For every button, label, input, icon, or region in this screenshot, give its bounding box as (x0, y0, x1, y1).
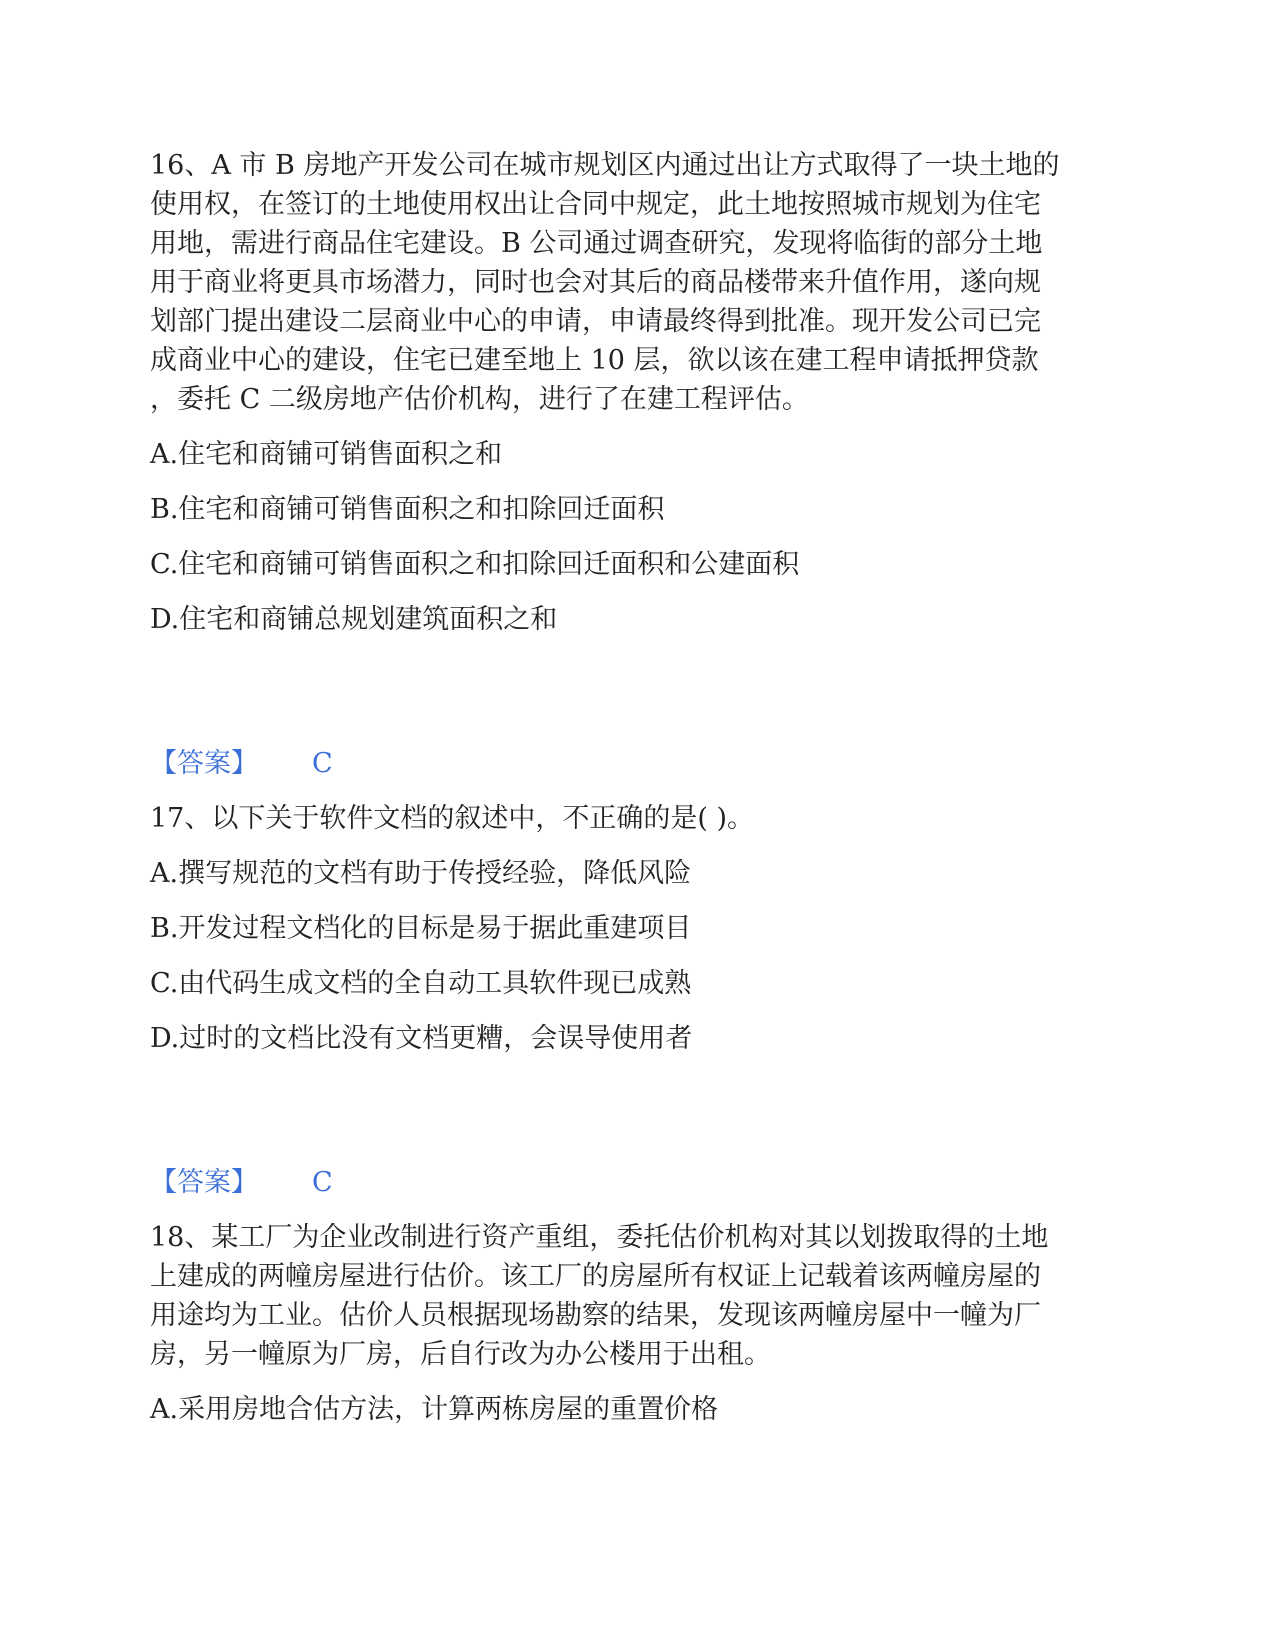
q18-stem-line: 上建成的两幢房屋进行估价。该工厂的房屋所有权证上记载着该两幢房屋的 (150, 1261, 1041, 1292)
q16-stem-line: 16、A 市 B 房地产开发公司在城市规划区内通过出让方式取得了一块土地的 (150, 150, 1060, 181)
q17-answer (150, 1163, 333, 1203)
q16-option-d: D.住宅和商铺总规划建筑面积之和 (150, 604, 558, 635)
q16-stem-line: 用地，需进行商品住宅建设。B 公司通过调查研究，发现将临街的部分土地 (150, 228, 1043, 259)
q18-option-a: A.采用房地合估方法，计算两栋房屋的重置价格 (150, 1394, 719, 1425)
q16-stem-line: 用于商业将更具市场潜力，同时也会对其后的商品楼带来升值作用，遂向规 (150, 267, 1041, 298)
q17-answer-value: C (312, 1167, 333, 1198)
q16-stem-line: 成商业中心的建设，住宅已建至地上 10 层，欲以该在建工程申请抵押贷款 (150, 345, 1039, 376)
q16-option-b: B.住宅和商铺可销售面积之和扣除回迁面积 (150, 494, 665, 525)
q16-stem-line: ，委托 C 二级房地产估价机构，进行了在建工程评估。 (150, 384, 809, 415)
q17-option-a: A.撰写规范的文档有助于传授经验，降低风险 (150, 858, 692, 889)
q17-option-d: D.过时的文档比没有文档更糟，会误导使用者 (150, 1023, 693, 1054)
q16-option-a: A.住宅和商铺可销售面积之和 (150, 439, 503, 470)
q18-stem-line: 房，另一幢原为厂房，后自行改为办公楼用于出租。 (150, 1339, 771, 1370)
q18-stem-line: 用途均为工业。估价人员根据现场勘察的结果，发现该两幢房屋中一幢为厂 (150, 1300, 1041, 1331)
q17-option-c: C.由代码生成文档的全自动工具软件现已成熟 (150, 968, 692, 999)
q16-option-c: C.住宅和商铺可销售面积之和扣除回迁面积和公建面积 (150, 549, 800, 580)
q16-answer-label: 【答案】 (150, 748, 258, 779)
q16-stem-line: 使用权，在签订的土地使用权出让合同中规定，此土地按照城市规划为住宅 (150, 189, 1041, 220)
q17-option-b: B.开发过程文档化的目标是易于据此重建项目 (150, 913, 692, 944)
q16-answer (150, 744, 333, 784)
q16-answer-value: C (312, 748, 333, 779)
q17-answer-label: 【答案】 (150, 1167, 258, 1198)
q16-stem-line: 划部门提出建设二层商业中心的申请，申请最终得到批准。现开发公司已完 (150, 306, 1041, 337)
q18-stem-line: 18、某工厂为企业改制进行资产重组，委托估价机构对其以划拨取得的土地 (150, 1222, 1049, 1253)
q17-stem-line: 17、以下关于软件文档的叙述中，不正确的是( )。 (150, 803, 755, 834)
